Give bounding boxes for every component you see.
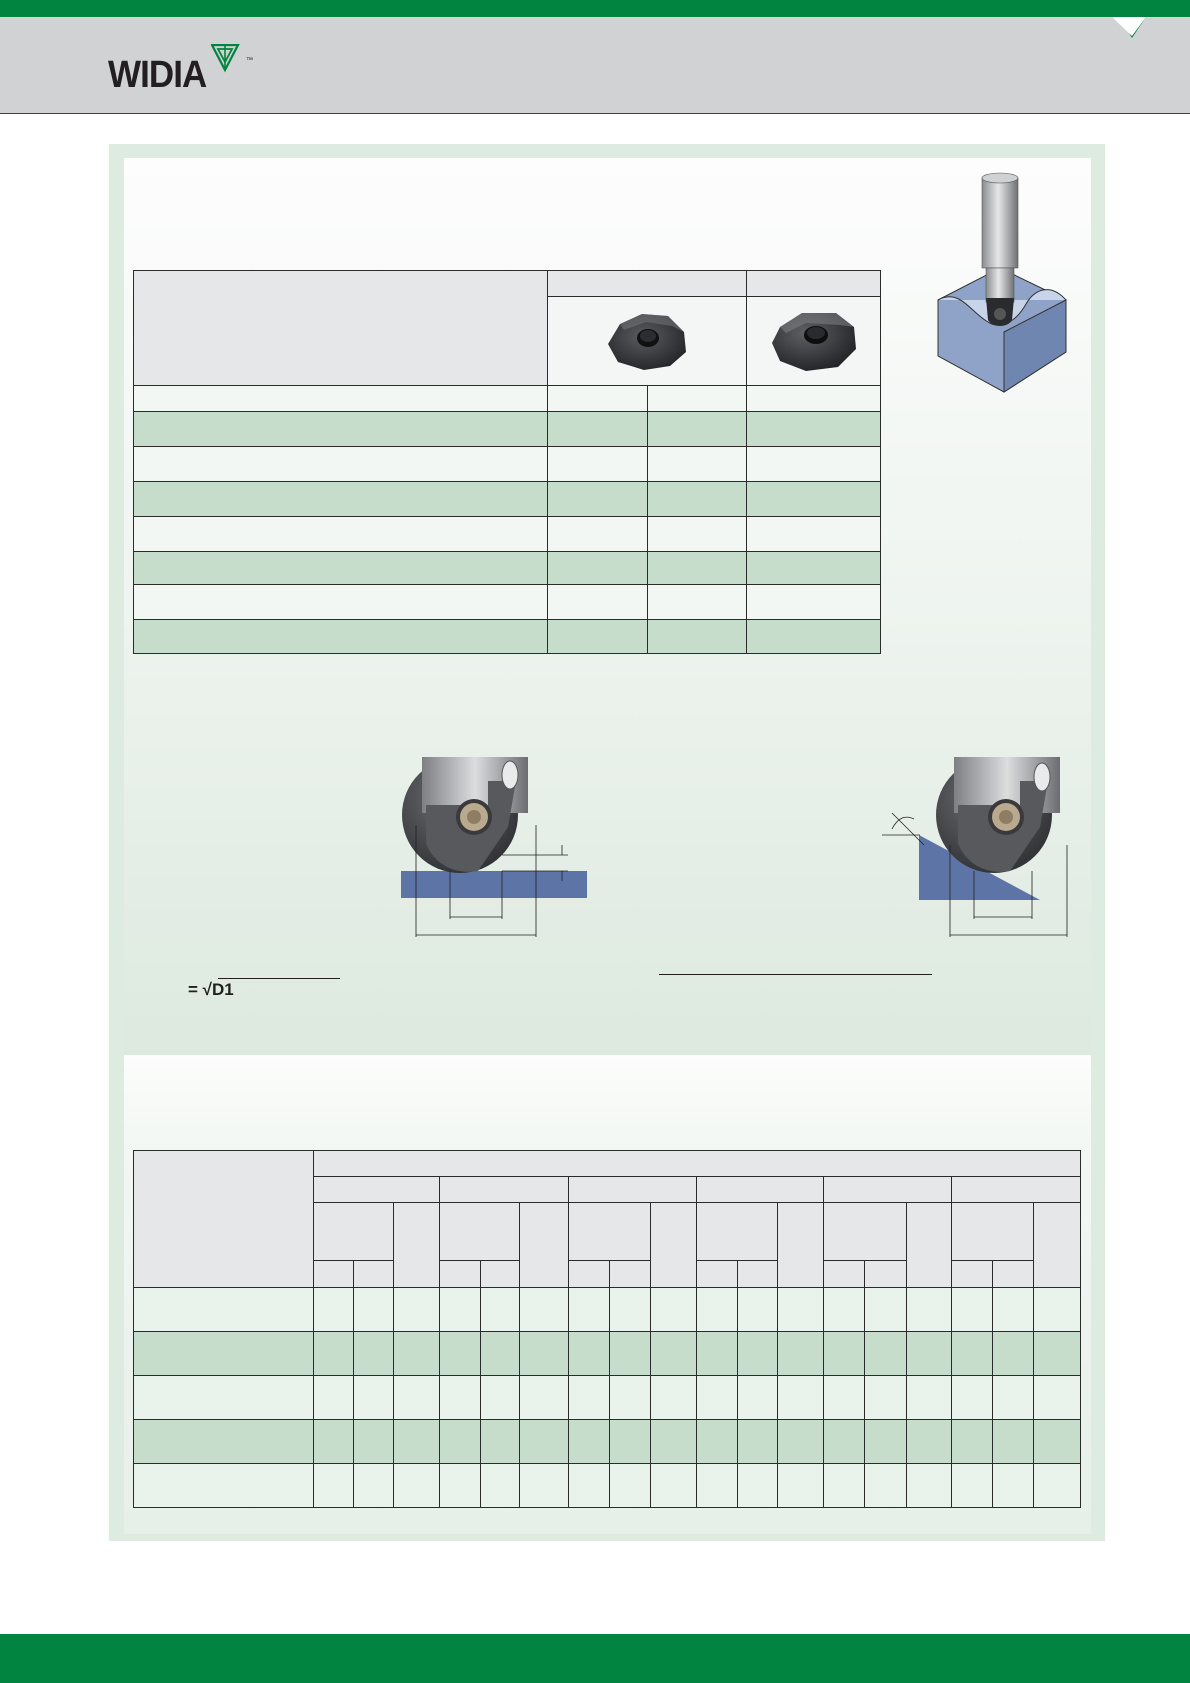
formula-rule-left [218,978,340,979]
table-header-group-1 [548,271,747,297]
formula-rule-right [659,974,932,975]
cutter-straight-icon [398,755,590,945]
bottom-green-band [0,1634,1190,1683]
insert-angled-icon [766,305,862,377]
corner-notch-icon [1108,0,1178,40]
insert-image-cell-1 [548,297,747,386]
top-green-band [0,0,1190,17]
insert-round-icon [602,308,692,374]
table-header-blank [134,271,548,386]
logo-trademark: ™ [246,57,253,64]
cutter-ramp-icon [880,755,1072,945]
table-header-group-2 [747,271,881,297]
end-mill-workpiece-icon [930,172,1070,394]
grid-header-blank [134,1151,314,1288]
cutting-data-table [133,1150,1081,1508]
insert-spec-table [133,270,881,654]
logo-wordmark: WIDIA [108,54,207,96]
widia-logo[interactable] [108,44,258,96]
insert-image-cell-2 [747,297,881,386]
widia-logo-icon [211,44,247,74]
formula-text: = √D1 [188,980,234,999]
grid-header-top [313,1151,1080,1177]
